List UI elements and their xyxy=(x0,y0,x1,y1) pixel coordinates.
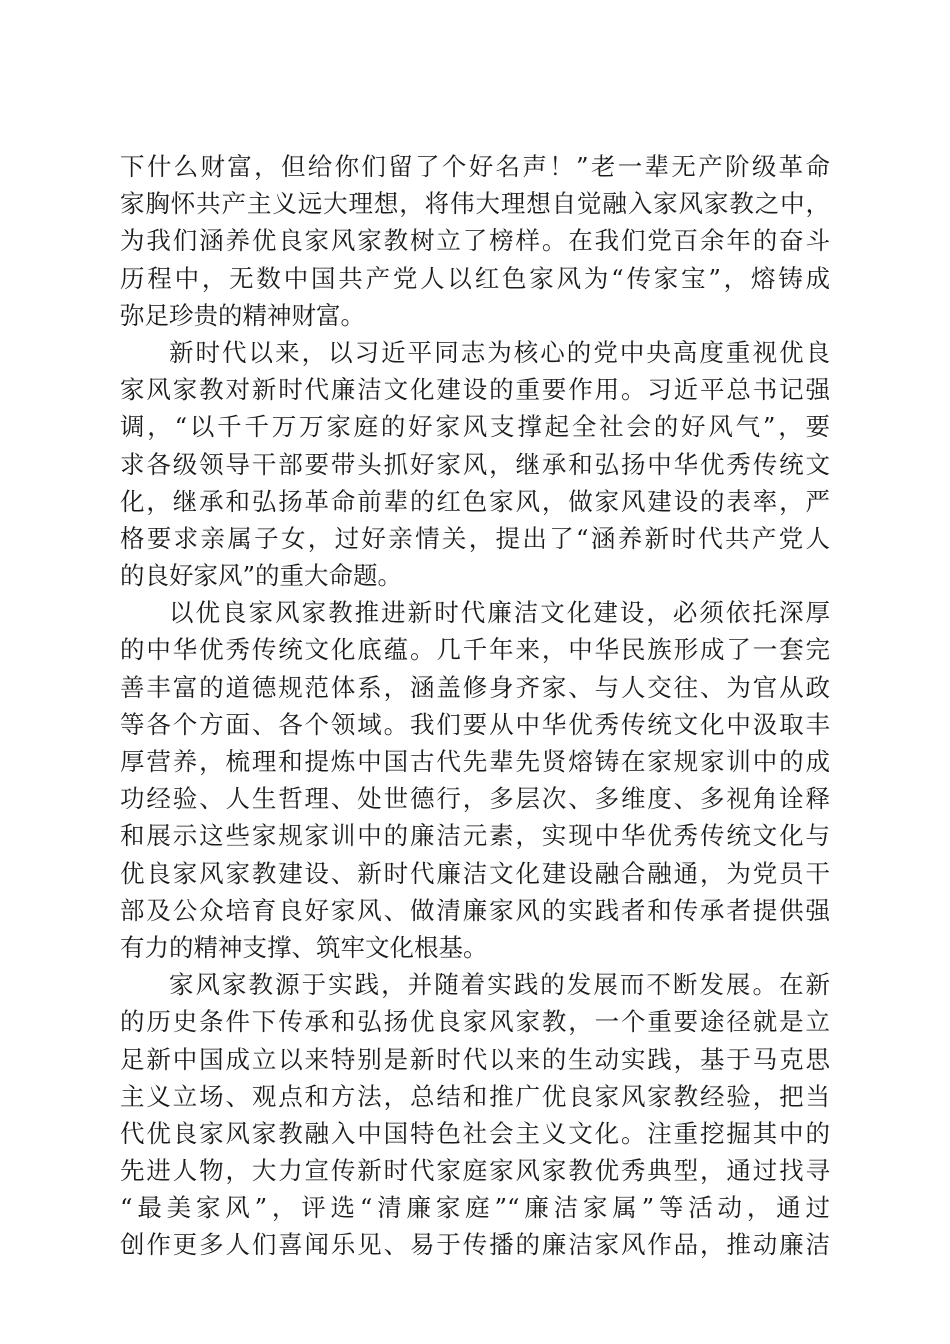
text-line: 的良好家风”的重大命题。 xyxy=(120,561,403,591)
text-line: 为我们涵养优良家风家教树立了榜样。在我们党百余年的奋斗 xyxy=(120,226,830,256)
text-line: 有力的精神支撑、筑牢文化根基。 xyxy=(120,932,488,962)
text-line: “最美家风”，评选“清廉家庭”“廉洁家属”等活动，通过 xyxy=(120,1193,830,1223)
text-line: 弥足珍贵的精神财富。 xyxy=(120,300,365,330)
text-line: 的中华优秀传统文化底蕴。几千年来，中华民族形成了一套完 xyxy=(120,635,830,665)
text-line: 的历史条件下传承和弘扬优良家风家教，一个重要途径就是立 xyxy=(120,1007,830,1037)
text-line: 功经验、人生哲理、处世德行，多层次、多维度、多视角诠释 xyxy=(120,784,830,814)
text-line: 优良家风家教建设、新时代廉洁文化建设融合融通，为党员干 xyxy=(120,858,830,888)
text-line: 家胸怀共产主义远大理想，将伟大理想自觉融入家风家教之中， xyxy=(120,189,830,219)
text-line: 家风家教对新时代廉洁文化建设的重要作用。习近平总书记强 xyxy=(120,375,830,405)
text-line: 新时代以来，以习近平同志为核心的党中央高度重视优良 xyxy=(169,337,830,367)
paragraph-1 xyxy=(120,148,830,334)
text-line: 调，“以千千万万家庭的好家风支撑起全社会的好风气”，要 xyxy=(120,412,830,442)
text-line: 历程中，无数中国共产党人以红色家风为“传家宝”，熔铸成 xyxy=(120,263,830,293)
text-line: 足新中国成立以来特别是新时代以来的生动实践，基于马克思 xyxy=(120,1044,830,1074)
text-line: 创作更多人们喜闻乐见、易于传播的廉洁家风作品，推动廉洁 xyxy=(120,1230,830,1260)
paragraph-4 xyxy=(120,966,830,1264)
text-line: 化，继承和弘扬革命前辈的红色家风，做家风建设的表率，严 xyxy=(120,486,830,516)
text-line: 主义立场、观点和方法，总结和推广优良家风家教经验，把当 xyxy=(120,1081,830,1111)
text-line: 格要求亲属子女，过好亲情关，提出了“涵养新时代共产党人 xyxy=(120,523,830,553)
paragraph-3 xyxy=(120,594,830,966)
text-line: 部及公众培育良好家风、做清廉家风的实践者和传承者提供强 xyxy=(120,895,830,925)
text-line: 家风家教源于实践，并随着实践的发展而不断发展。在新 xyxy=(169,970,830,1000)
paragraph-2 xyxy=(120,334,830,594)
text-line: 先进人物，大力宣传新时代家庭家风家教优秀典型，通过找寻 xyxy=(120,1156,830,1186)
text-line: 求各级领导干部要带头抓好家风，继承和弘扬中华优秀传统文 xyxy=(120,449,830,479)
text-line: 厚营养，梳理和提炼中国古代先辈先贤熔铸在家规家训中的成 xyxy=(120,747,830,776)
text-line: 和展示这些家规家训中的廉洁元素，实现中华优秀传统文化与 xyxy=(120,821,830,851)
text-line: 以优良家风家教推进新时代廉洁文化建设，必须依托深厚 xyxy=(169,598,830,628)
text-line: 下什么财富，但给你们留了个好名声！”老一辈无产阶级革命 xyxy=(120,152,830,181)
body-text xyxy=(120,148,830,1264)
text-line: 等各个方面、各个领域。我们要从中华优秀传统文化中汲取丰 xyxy=(120,709,830,739)
text-line: 善丰富的道德规范体系，涵盖修身齐家、与人交往、为官从政 xyxy=(120,672,830,702)
text-line: 代优良家风家教融入中国特色社会主义文化。注重挖掘其中的 xyxy=(120,1118,830,1148)
